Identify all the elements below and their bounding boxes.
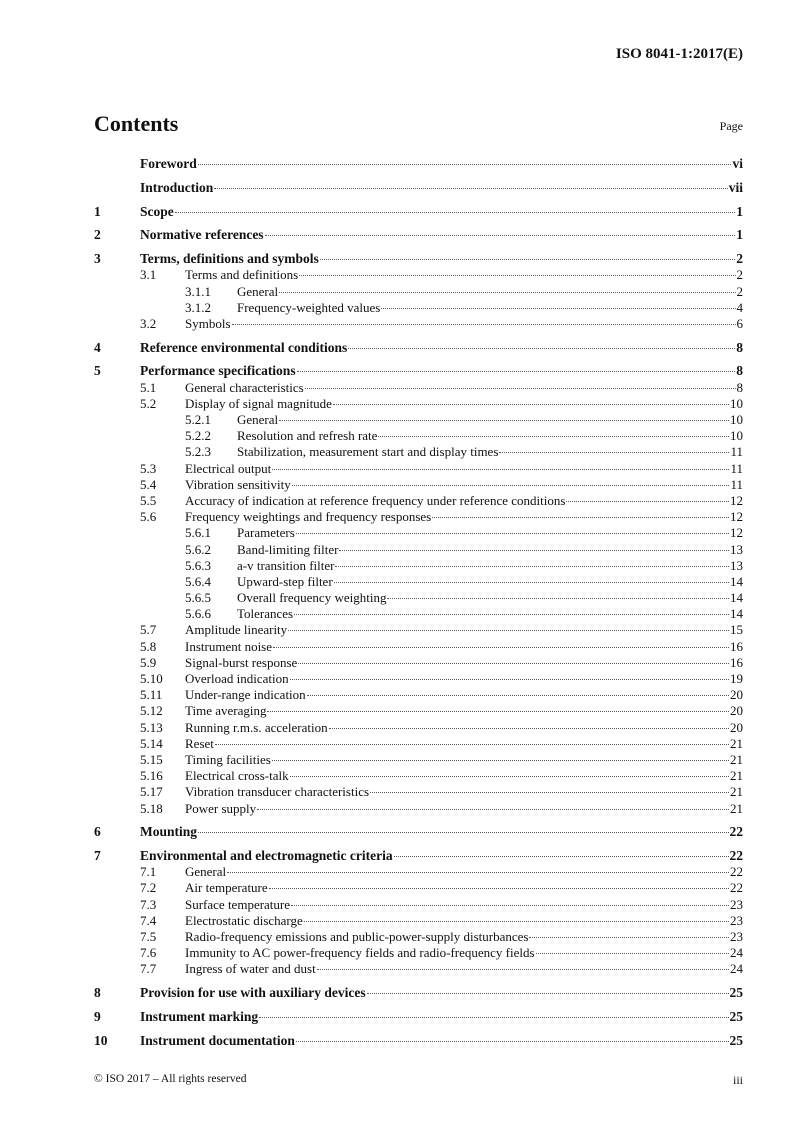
toc-entry[interactable]: [94, 412, 743, 428]
toc-entry[interactable]: [94, 558, 743, 574]
dot-leader: [269, 888, 729, 889]
page-title: Contents: [94, 111, 179, 136]
toc-entry[interactable]: [94, 784, 743, 800]
toc-entry[interactable]: [94, 590, 743, 606]
entry-number: 5.5: [140, 492, 157, 508]
entry-page: 16: [730, 654, 743, 670]
toc-entry[interactable]: [94, 227, 743, 243]
toc-entry[interactable]: [94, 752, 743, 768]
dot-leader: [305, 388, 736, 389]
entry-page: 21: [730, 768, 743, 784]
entry-title: Overload indication: [185, 671, 289, 686]
entry-title: Radio-frequency emissions and public-power-supply disturbances: [185, 929, 529, 944]
entry-page: 25: [729, 1008, 743, 1024]
entry-number: 5.13: [140, 719, 163, 735]
entry-title: General: [237, 283, 279, 299]
entry-number: 5.8: [140, 638, 157, 654]
entry-title: Scope: [140, 203, 174, 219]
entry-page: 22: [729, 824, 743, 840]
entry-number: 6: [94, 824, 101, 840]
dot-leader: [298, 663, 729, 664]
entry-number: 5.14: [140, 735, 163, 751]
entry-number: 7.1: [140, 864, 157, 880]
toc-entry[interactable]: [94, 461, 743, 477]
entry-number: 1: [94, 203, 101, 219]
page-column-label: Page: [719, 119, 743, 133]
dot-leader: [334, 582, 729, 583]
toc-entry[interactable]: [94, 156, 743, 172]
dot-leader: [297, 371, 736, 372]
entry-title: Accuracy of indication at reference frequency under reference conditions: [185, 492, 566, 508]
dot-leader: [292, 485, 730, 486]
dot-leader: [294, 614, 729, 615]
entry-page: 10: [730, 412, 743, 427]
dot-leader: [381, 308, 735, 309]
entry-title: Time averaging: [185, 703, 267, 719]
dot-leader: [215, 744, 729, 745]
toc-entry[interactable]: [94, 340, 743, 356]
entry-number: 5.10: [140, 671, 163, 686]
toc-entry[interactable]: [94, 639, 743, 655]
entry-page: 13: [730, 557, 743, 573]
entry-number: 3.1.2: [185, 299, 211, 315]
dot-leader: [432, 517, 729, 518]
toc-entry[interactable]: [94, 444, 743, 460]
entry-title: Reset: [185, 735, 214, 751]
dot-leader: [348, 348, 735, 349]
entry-number: 5.6.4: [185, 573, 211, 589]
toc-entry[interactable]: [94, 913, 743, 929]
copyright-notice: © ISO 2017 – All rights reserved: [94, 1073, 247, 1085]
toc-entry[interactable]: [94, 929, 743, 945]
entry-page: 16: [730, 638, 743, 654]
entry-title: Amplitude linearity: [185, 622, 288, 638]
toc-entry[interactable]: [94, 477, 743, 493]
entry-number: 7: [94, 848, 101, 864]
entry-number: 5.17: [140, 784, 163, 800]
entry-title: Performance specifications: [140, 363, 296, 379]
entry-title: Electrostatic discharge: [185, 912, 303, 928]
entry-page: 11: [730, 444, 743, 460]
entry-page: 22: [729, 848, 743, 864]
entry-page: 12: [730, 525, 743, 541]
entry-title: Immunity to AC power-frequency fields and radio-frequency fields: [185, 945, 535, 961]
entry-title: General: [185, 864, 227, 880]
dot-leader: [272, 469, 729, 470]
entry-page: 21: [730, 751, 743, 767]
entry-title: Instrument documentation: [140, 1032, 295, 1048]
dot-leader: [566, 501, 729, 502]
entry-number: 5.3: [140, 460, 157, 476]
toc-entry[interactable]: [94, 574, 743, 590]
toc-entry[interactable]: [94, 1033, 743, 1049]
entry-page: 25: [729, 985, 743, 1001]
dot-leader: [227, 872, 729, 873]
entry-page: 21: [730, 784, 743, 800]
entry-number: 5.2: [140, 395, 157, 411]
entry-title: Band-limiting filter: [237, 541, 339, 557]
entry-number: 5.15: [140, 751, 163, 767]
entry-title: Environmental and electromagnetic criteria: [140, 848, 393, 864]
entry-number: 7.5: [140, 929, 157, 944]
dot-leader: [529, 937, 729, 938]
entry-page: 20: [730, 703, 743, 719]
toc-entry[interactable]: [94, 428, 743, 444]
toc-entry[interactable]: [94, 720, 743, 736]
entry-page: 21: [730, 800, 743, 816]
toc-entry[interactable]: [94, 396, 743, 412]
entry-page: 14: [730, 573, 743, 589]
dot-leader: [296, 1041, 729, 1042]
entry-page: 19: [730, 671, 743, 686]
toc-entry[interactable]: [94, 768, 743, 784]
dot-leader: [291, 905, 729, 906]
toc-entry[interactable]: [94, 945, 743, 961]
entry-page: 8: [736, 379, 743, 395]
entry-title: Frequency weightings and frequency responses: [185, 509, 432, 525]
dot-leader: [273, 647, 729, 648]
dot-leader: [367, 993, 729, 994]
dot-leader: [265, 235, 736, 236]
entry-number: 7.4: [140, 912, 157, 928]
dot-leader: [175, 212, 736, 213]
toc-entry[interactable]: [94, 736, 743, 752]
entry-page: 2: [736, 251, 743, 267]
entry-number: 5.2.1: [185, 412, 211, 427]
toc-entry[interactable]: [94, 284, 743, 300]
toc-entry[interactable]: [94, 525, 743, 541]
toc-entry[interactable]: [94, 622, 743, 638]
entry-number: 3.1.1: [185, 283, 211, 299]
toc-entry[interactable]: [94, 880, 743, 896]
entry-title: Power supply: [185, 800, 257, 816]
entry-number: 5.2.2: [185, 428, 211, 444]
entry-number: 5.9: [140, 654, 157, 670]
toc-entry[interactable]: [94, 380, 743, 396]
entry-title: Mounting: [140, 824, 198, 840]
entry-title: Parameters: [237, 525, 295, 541]
toc-entry[interactable]: [94, 606, 743, 622]
entry-title: Resolution and refresh rate: [237, 428, 378, 444]
entry-page: 14: [730, 606, 743, 622]
entry-page: 14: [730, 590, 743, 606]
dot-leader: [288, 630, 729, 631]
entry-number: 5.6.5: [185, 590, 211, 606]
dot-leader: [259, 1017, 728, 1018]
toc-entry[interactable]: [94, 961, 743, 977]
toc-entry[interactable]: [94, 655, 743, 671]
entry-page: 21: [730, 735, 743, 751]
dot-leader: [370, 792, 729, 793]
dot-leader: [499, 452, 729, 453]
toc-entry[interactable]: [94, 316, 743, 332]
entry-title: Introduction: [140, 179, 214, 195]
entry-title: Stabilization, measurement start and display times: [237, 444, 499, 460]
entry-number: 4: [94, 339, 101, 355]
entry-page: 22: [730, 880, 743, 896]
entry-number: 3.1: [140, 267, 157, 283]
entry-title: Symbols: [185, 315, 231, 331]
entry-page: 20: [730, 719, 743, 735]
dot-leader: [296, 533, 729, 534]
dot-leader: [279, 420, 729, 421]
entry-title: Provision for use with auxiliary devices: [140, 985, 366, 1001]
entry-number: 5.6.2: [185, 541, 211, 557]
toc-entry[interactable]: [94, 363, 743, 379]
entry-page: 8: [736, 363, 743, 379]
entry-title: General: [237, 412, 279, 427]
entry-page: 6: [736, 315, 743, 331]
page-number: iii: [732, 1073, 743, 1087]
dot-leader: [214, 188, 727, 189]
entry-page: 11: [730, 460, 743, 476]
dot-leader: [378, 436, 729, 437]
dot-leader: [279, 292, 735, 293]
dot-leader: [387, 598, 729, 599]
dot-leader: [333, 404, 729, 405]
entry-page: 15: [730, 622, 743, 638]
entry-number: 5: [94, 363, 101, 379]
entry-title: Signal-burst response: [185, 654, 298, 670]
entry-title: Reference environmental conditions: [140, 339, 348, 355]
entry-page: vi: [732, 156, 743, 171]
entry-number: 5.7: [140, 622, 157, 638]
entry-page: 2: [736, 267, 743, 283]
entry-page: 20: [730, 687, 743, 703]
toc-entry[interactable]: [94, 671, 743, 687]
entry-title: Normative references: [140, 227, 264, 243]
entry-page: 8: [736, 339, 743, 355]
dot-leader: [232, 324, 736, 325]
entry-title: Timing facilities: [185, 751, 271, 767]
entry-page: 11: [730, 476, 743, 492]
entry-title: Instrument marking: [140, 1008, 259, 1024]
entry-title: Display of signal magnitude: [185, 395, 332, 411]
dot-leader: [304, 921, 729, 922]
dot-leader: [307, 695, 729, 696]
dot-leader: [257, 809, 729, 810]
dot-leader: [267, 711, 729, 712]
entry-title: Ingress of water and dust: [185, 961, 316, 977]
toc-entry[interactable]: [94, 542, 743, 558]
entry-number: 5.6: [140, 509, 157, 525]
dot-leader: [299, 275, 735, 276]
entry-number: 5.2.3: [185, 444, 211, 460]
toc-entry[interactable]: [94, 985, 743, 1001]
entry-title: Frequency-weighted values: [237, 299, 381, 315]
toc-entry[interactable]: [94, 509, 743, 525]
entry-number: 3.2: [140, 315, 157, 331]
dot-leader: [329, 728, 729, 729]
entry-title: Instrument noise: [185, 638, 273, 654]
dot-leader: [317, 969, 729, 970]
toc-entry[interactable]: [94, 824, 743, 840]
toc-entry[interactable]: [94, 1009, 743, 1025]
entry-page: 24: [730, 945, 743, 961]
entry-title: Vibration transducer characteristics: [185, 784, 370, 800]
dot-leader: [290, 776, 729, 777]
entry-title: Surface temperature: [185, 896, 291, 912]
entry-page: 25: [729, 1032, 743, 1048]
entry-page: 10: [730, 428, 743, 444]
dot-leader: [536, 953, 729, 954]
toc-entry[interactable]: [94, 801, 743, 817]
entry-title: Vibration sensitivity: [185, 476, 291, 492]
entry-title: Electrical output: [185, 460, 272, 476]
entry-number: 7.7: [140, 961, 157, 977]
entry-page: 23: [730, 929, 743, 944]
entry-page: 4: [736, 299, 743, 315]
toc-entry[interactable]: [94, 267, 743, 283]
entry-title: Overall frequency weighting: [237, 590, 387, 606]
dot-leader: [198, 164, 732, 165]
entry-number: 5.6.6: [185, 606, 211, 622]
entry-title: Terms and definitions: [185, 267, 299, 283]
entry-title: Running r.m.s. acceleration: [185, 719, 328, 735]
entry-number: 5.6.3: [185, 557, 211, 573]
entry-page: 23: [730, 912, 743, 928]
toc-entry[interactable]: [94, 251, 743, 267]
entry-title: Under-range indication: [185, 687, 306, 703]
entry-page: 23: [730, 896, 743, 912]
entry-title: General characteristics: [185, 379, 304, 395]
entry-page: 24: [730, 961, 743, 977]
toc-entry[interactable]: [94, 848, 743, 864]
entry-page: 12: [730, 492, 743, 508]
dot-leader: [394, 856, 729, 857]
dot-leader: [198, 832, 728, 833]
toc-entry[interactable]: [94, 180, 743, 196]
entry-page: 2: [736, 283, 743, 299]
toc-entry[interactable]: [94, 864, 743, 880]
entry-number: 5.11: [140, 687, 163, 703]
dot-leader: [290, 679, 729, 680]
entry-page: vii: [728, 179, 743, 195]
entry-number: 5.4: [140, 476, 157, 492]
entry-number: 5.6.1: [185, 525, 211, 541]
entry-number: 8: [94, 985, 101, 1001]
entry-title: Foreword: [140, 156, 197, 171]
entry-title: a-v transition filter: [237, 557, 335, 573]
table-of-contents: [94, 148, 743, 1049]
entry-number: 5.12: [140, 703, 163, 719]
toc-entry[interactable]: [94, 897, 743, 913]
toc-entry[interactable]: [94, 703, 743, 719]
entry-number: 9: [94, 1008, 101, 1024]
entry-title: Upward-step filter: [237, 573, 333, 589]
entry-number: 7.6: [140, 945, 157, 961]
entry-number: 5.16: [140, 768, 163, 784]
toc-entry[interactable]: [94, 493, 743, 509]
entry-number: 3: [94, 251, 101, 267]
entry-title: Air temperature: [185, 880, 268, 896]
entry-number: 5.1: [140, 379, 157, 395]
entry-title: Electrical cross-talk: [185, 768, 289, 784]
entry-number: 2: [94, 227, 101, 243]
dot-leader: [339, 550, 729, 551]
toc-entry[interactable]: [94, 204, 743, 220]
toc-entry[interactable]: [94, 687, 743, 703]
entry-page: 10: [730, 395, 743, 411]
entry-page: 1: [736, 227, 743, 243]
entry-title: Tolerances: [237, 606, 294, 622]
toc-entry[interactable]: [94, 300, 743, 316]
entry-title: Terms, definitions and symbols: [140, 251, 319, 267]
entry-page: 13: [730, 541, 743, 557]
dot-leader: [272, 760, 729, 761]
entry-number: 7.2: [140, 880, 157, 896]
entry-number: 5.18: [140, 800, 163, 816]
entry-page: 1: [736, 203, 743, 219]
entry-number: 7.3: [140, 896, 157, 912]
dot-leader: [335, 566, 729, 567]
entry-page: 22: [730, 864, 743, 880]
entry-page: 12: [730, 509, 743, 525]
dot-leader: [320, 259, 735, 260]
document-id: ISO 8041-1:2017(E): [615, 46, 743, 62]
entry-number: 10: [94, 1032, 108, 1048]
